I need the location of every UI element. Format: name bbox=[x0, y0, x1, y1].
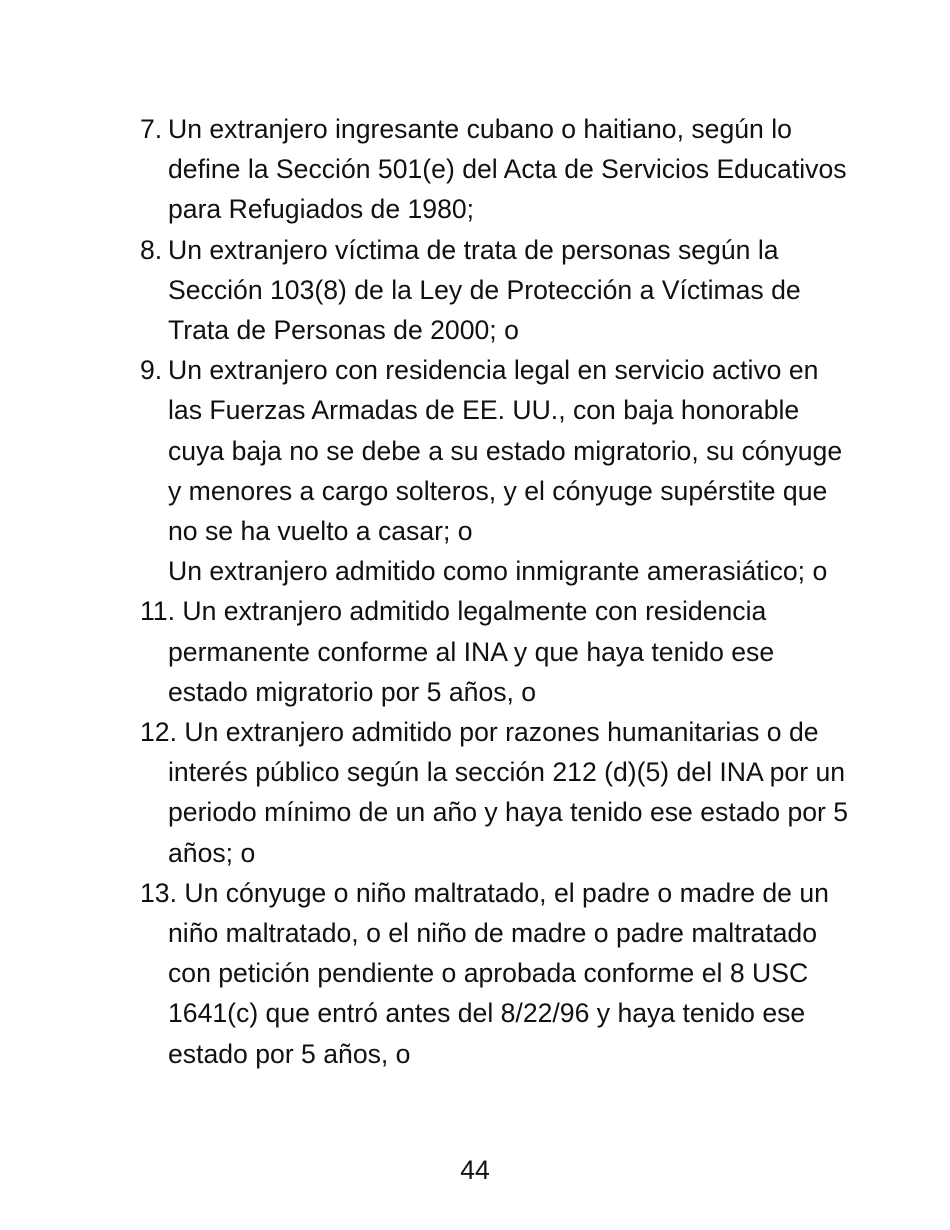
list-item bbox=[140, 873, 850, 1074]
list-item-number: 13. bbox=[140, 877, 185, 908]
list-item-number: 7. bbox=[140, 114, 163, 144]
list-item bbox=[140, 591, 850, 712]
eligibility-list bbox=[140, 109, 850, 1074]
list-item-text: Un extranjero víctima de trata de personas según la Sección 103(8) de la Ley de Protección a Víctimas de Trata de Personas de 2000; o bbox=[168, 234, 801, 346]
list-item bbox=[140, 712, 850, 873]
list-item bbox=[140, 350, 850, 591]
list-item bbox=[140, 109, 850, 230]
list-item-text: Un extranjero con residencia legal en servicio activo en las Fuerzas Armadas de EE. UU., con baja honorable cuya baja no se debe a su estado migratorio, su cónyuge y menores a cargo solteros, y el cónyuge supérstite que no se ha vuelto a casar; o bbox=[168, 355, 843, 547]
list-item-number: 12. bbox=[140, 717, 185, 748]
list-item-text: Un extranjero admitido por razones humanitarias o de interés público según la sección 212 (d)(5) del INA por un periodo mínimo de un año y haya tenido ese estado por 5 años; o bbox=[168, 717, 849, 868]
page-number: 44 bbox=[460, 1155, 490, 1185]
list-item-number: 11. bbox=[140, 596, 183, 627]
list-item-number: 9. bbox=[140, 355, 163, 386]
list-item-text: Un cónyuge o niño maltratado, el padre o madre de un niño maltratado, o el niño de madre o padre maltratado con petición pendiente o aprobada conforme el 8 USC 1641(c) que entró antes del 8/22/96 y haya tenido ese estado por 5 años, o bbox=[168, 877, 829, 1069]
list-item-text: Un extranjero ingresante cubano o haitiano, según lo define la Sección 501(e) del Acta de Servicios Educativos para Refugiados de 1980; bbox=[168, 114, 847, 225]
list-item bbox=[140, 230, 850, 351]
list-item-text: Un extranjero admitido legalmente con residencia permanente conforme al INA y que haya tenido ese estado migratorio por 5 años, o bbox=[168, 596, 775, 707]
list-item-continuation: Un extranjero admitido como inmigrante amerasiático; o bbox=[168, 556, 828, 587]
list-item-number: 8. bbox=[140, 234, 163, 265]
